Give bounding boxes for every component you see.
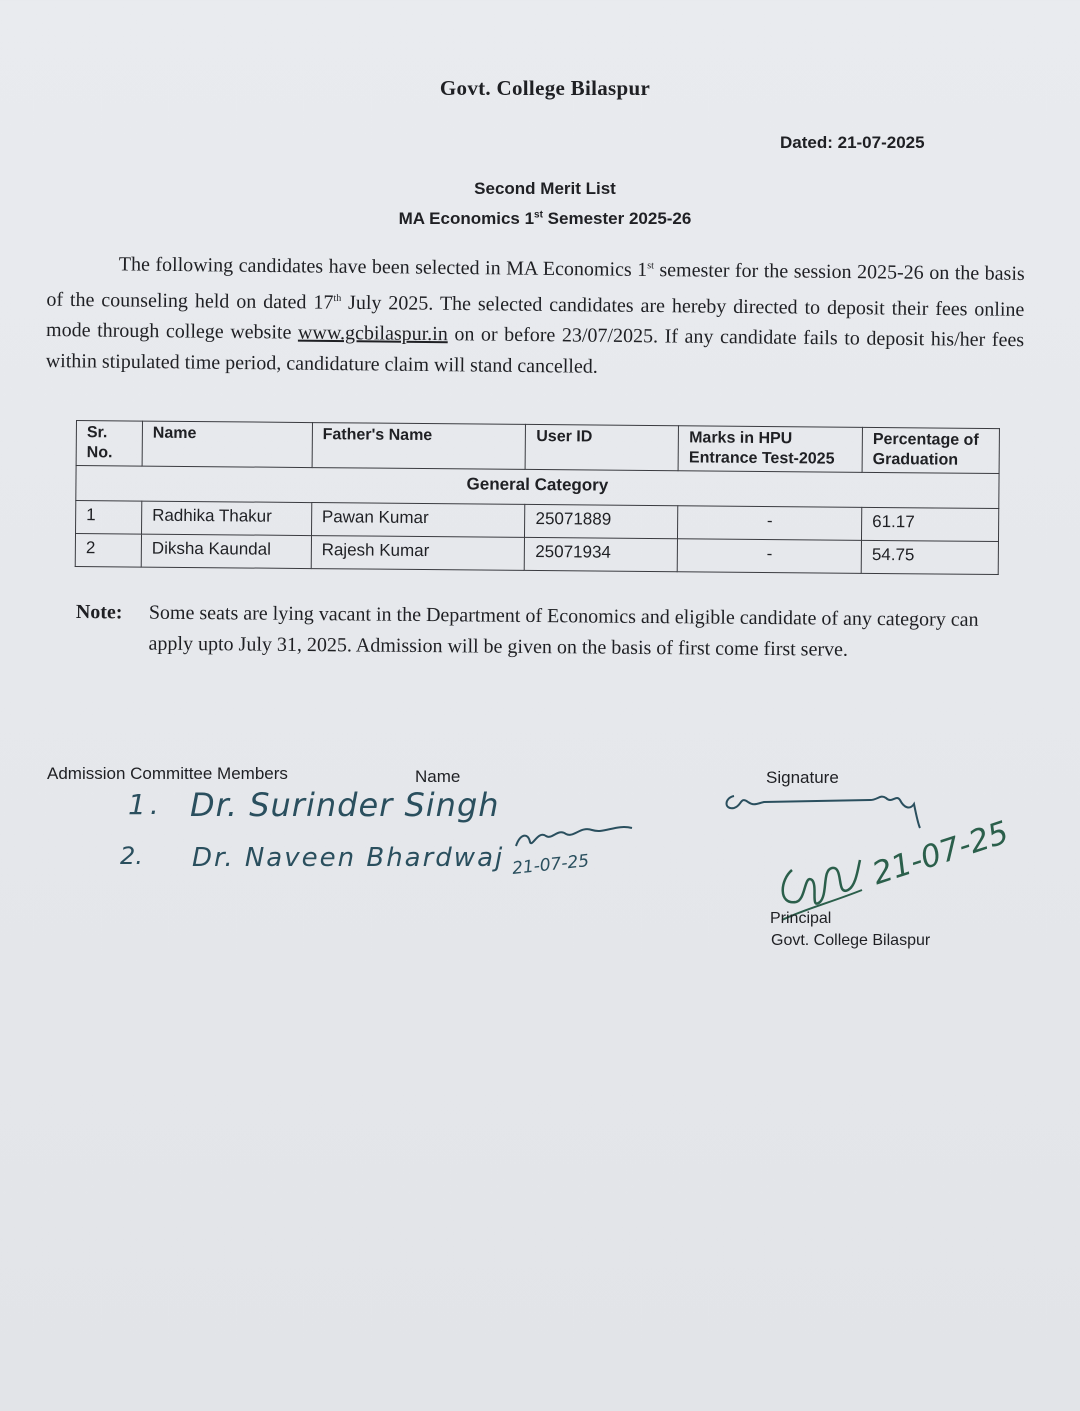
- list-title: Second Merit List: [474, 179, 616, 198]
- course-subtitle: MA Economics 1st Semester 2025-26: [398, 209, 692, 228]
- header-marks: Marks in HPU Entrance Test-2025: [678, 426, 862, 473]
- cell-percent: 54.75: [861, 540, 998, 574]
- cell-sr: 2: [75, 534, 141, 568]
- cell-sr: 1: [76, 501, 142, 535]
- signature-column-label: Signature: [766, 768, 839, 787]
- header-father: Father's Name: [312, 423, 526, 470]
- cell-father: Rajesh Kumar: [311, 536, 525, 571]
- header-sr: Sr. No.: [76, 421, 142, 467]
- cell-marks: -: [677, 539, 861, 574]
- table-header-row: [76, 421, 999, 474]
- cell-name: Radhika Thakur: [141, 501, 311, 535]
- table-row: [75, 534, 998, 575]
- committee-members-label: Admission Committee Members: [47, 764, 288, 783]
- note-label: Note:: [75, 600, 123, 624]
- member2-number: 2.: [120, 842, 143, 870]
- college-website-link[interactable]: www.gcbilaspur.in: [297, 321, 448, 346]
- note-text: Some seats are lying vacant in the Department of Economics and eligible candidate of any category can apply upto July 31, 2025. Admission will be given on the basis of first come first serve.: [148, 601, 979, 661]
- cell-father: Pawan Kumar: [311, 503, 525, 538]
- name-column-label: Name: [415, 767, 461, 786]
- member2-initials-signature: [508, 816, 638, 856]
- header-userid: User ID: [525, 424, 678, 470]
- member2-sign-date: 21-07-25: [511, 851, 591, 879]
- principal-sign-date: 21-07-25: [868, 814, 1013, 893]
- member2-name: Dr. Naveen Bhardwaj: [192, 843, 505, 873]
- college-name: Govt. College Bilaspur: [439, 76, 651, 100]
- header-name: Name: [142, 421, 312, 467]
- member1-number: 1.: [128, 788, 163, 821]
- member1-signature: [720, 784, 930, 834]
- principal-designation: Principal: [770, 910, 832, 927]
- merit-table: [75, 420, 1000, 575]
- member1-name: Dr. Surinder Singh: [190, 786, 500, 824]
- category-label: General Category: [76, 466, 999, 509]
- cell-marks: -: [678, 506, 862, 541]
- selection-paragraph: The following candidates have been selected in MA Economics 1st semester for the session 2025-26 on the basis of the counseling held on dated 17th July 2025. The selected candidates are hereby directed to deposit their fees online mode through college website www.gcbilaspur.in on or before 23/07/2025. If any candidate fails to deposit his/her fees within stipulated time period, candidature claim will stand cancelled.: [45, 253, 1025, 379]
- cell-percent: 61.17: [862, 507, 999, 541]
- cell-userid: 25071934: [525, 537, 678, 571]
- cell-name: Diksha Kaundal: [141, 534, 311, 568]
- header-percent: Percentage of Graduation: [862, 427, 999, 473]
- principal-college: Govt. College Bilaspur: [771, 932, 931, 949]
- note-block: [75, 597, 1026, 667]
- issue-date: Dated: 21-07-2025: [780, 133, 925, 152]
- cell-userid: 25071889: [525, 504, 678, 538]
